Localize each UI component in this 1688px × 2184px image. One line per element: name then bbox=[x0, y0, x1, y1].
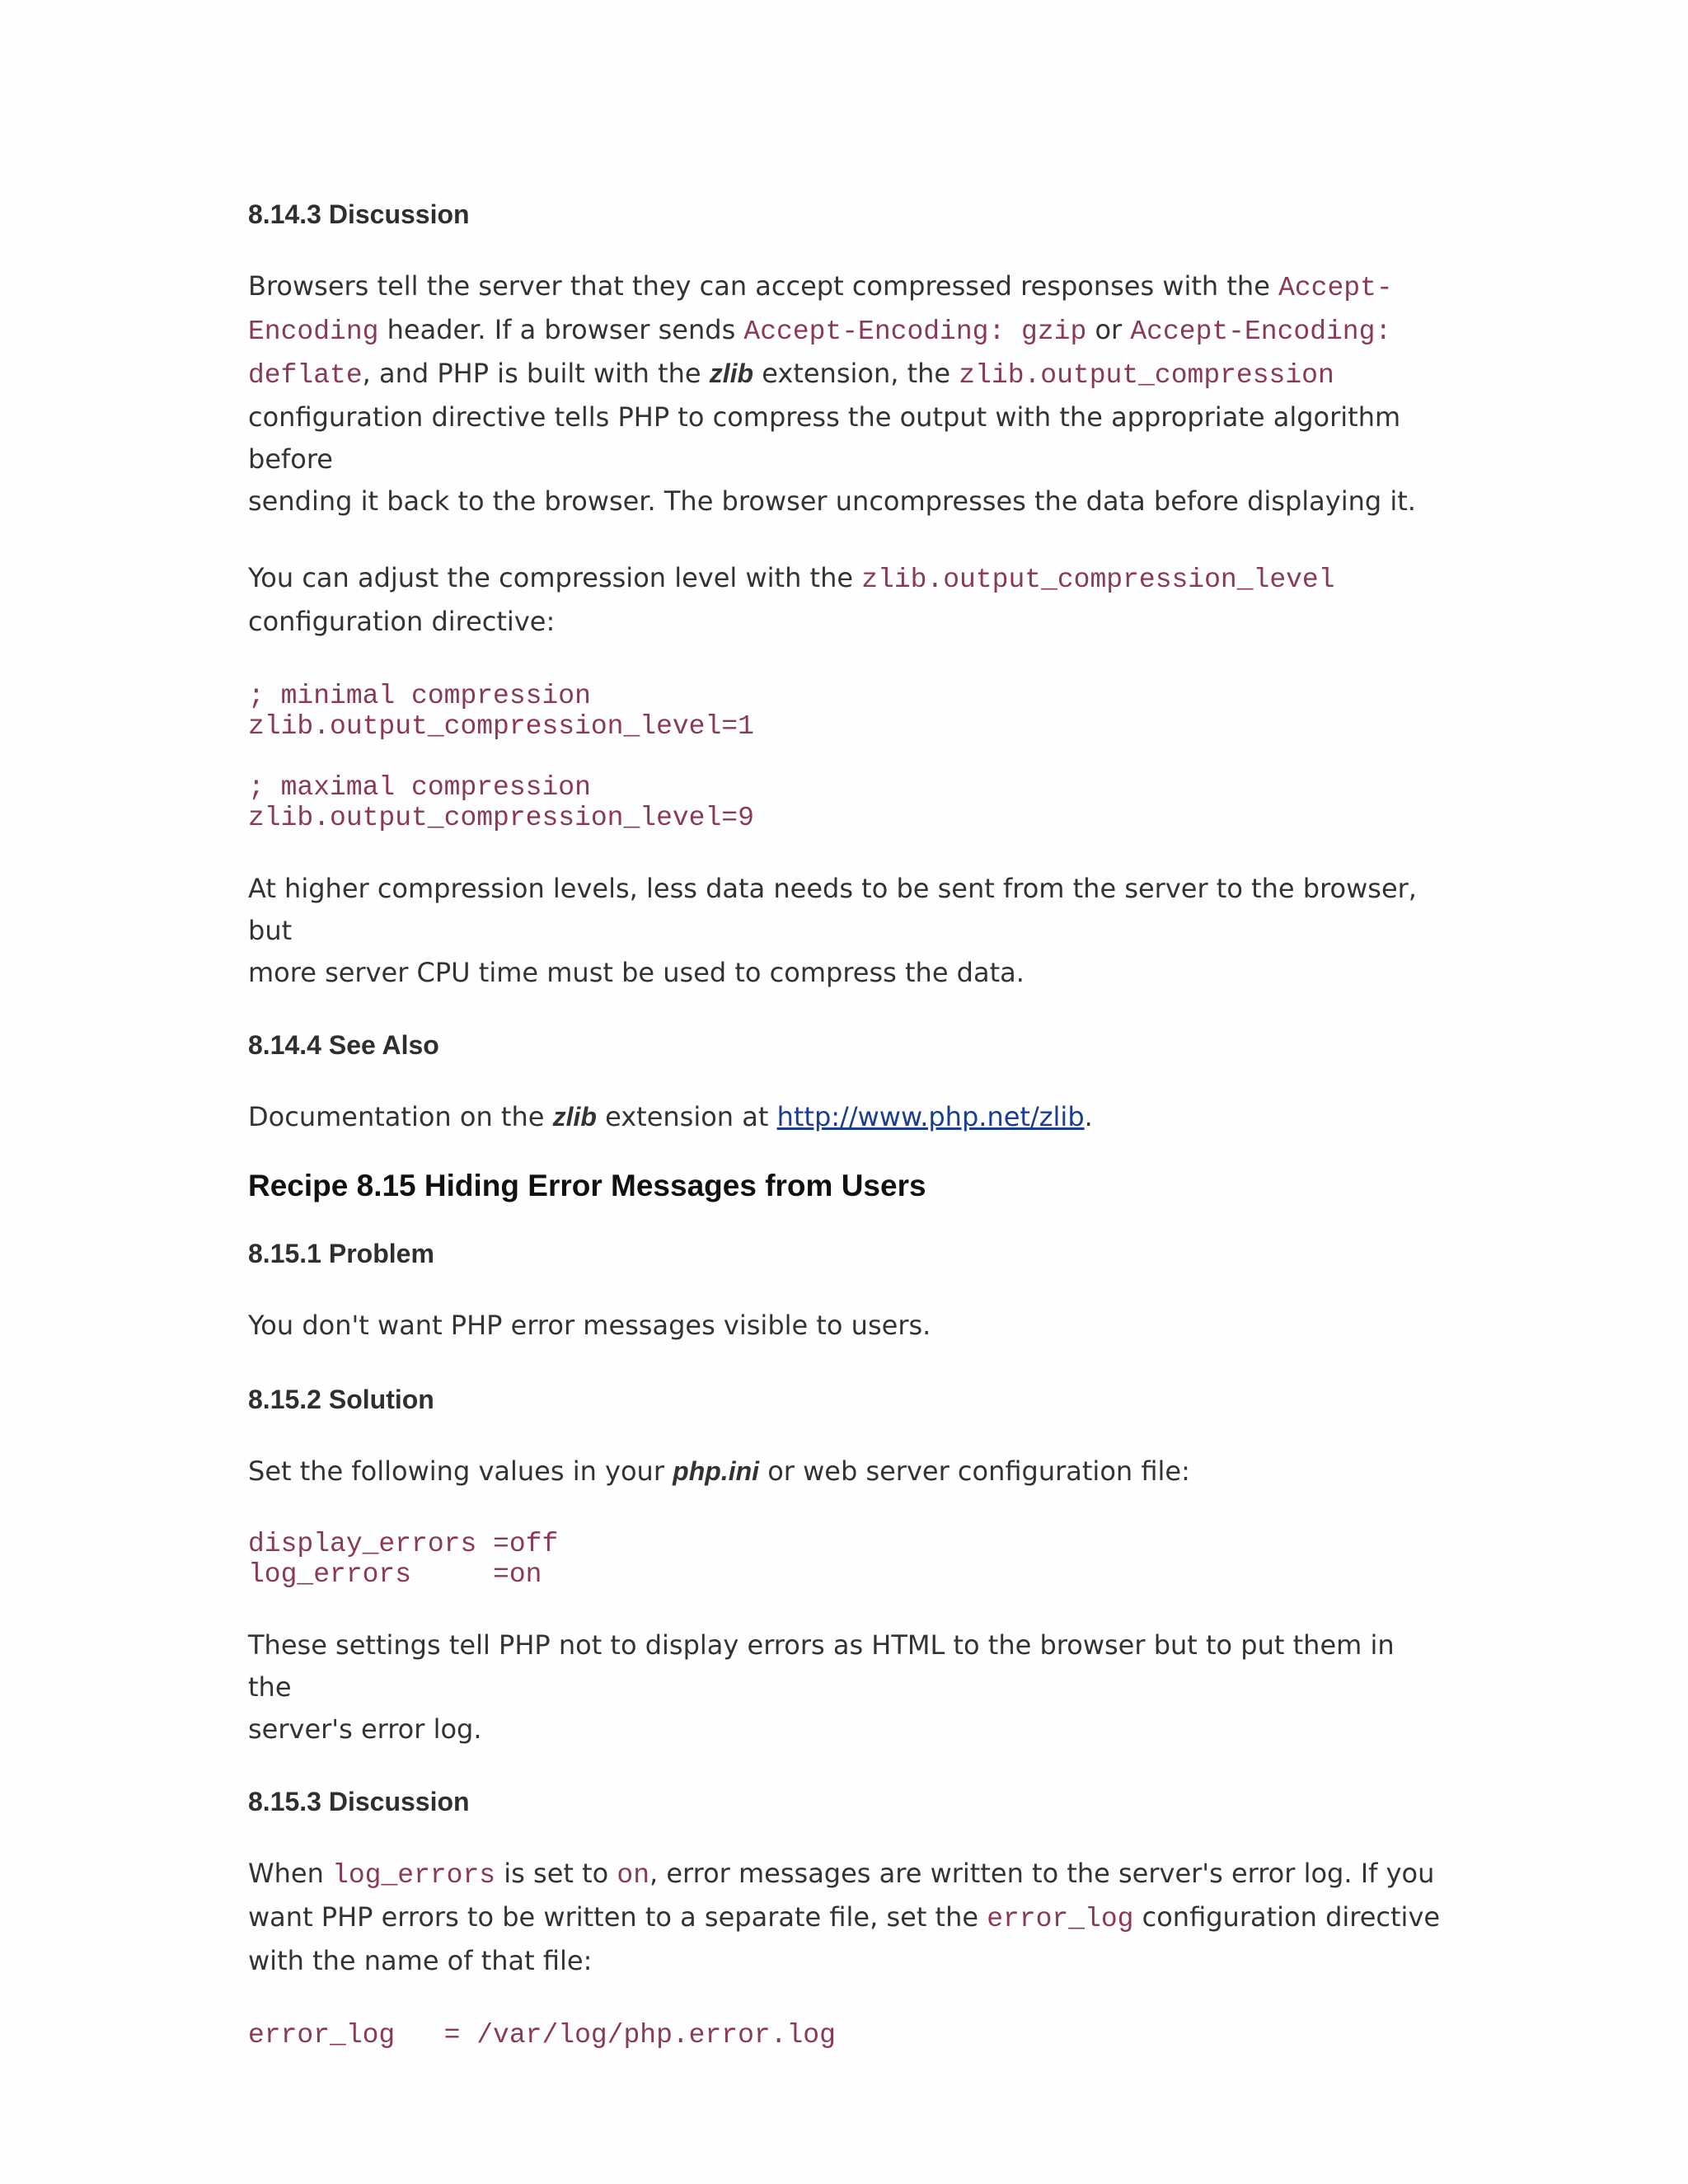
text: These settings tell PHP not to display errors as HTML to the browser but to put them in the bbox=[248, 1629, 1395, 1703]
emphasis: zlib bbox=[709, 359, 754, 388]
paragraph-compression-level bbox=[248, 557, 1443, 643]
inline-code: Accept-Encoding: gzip bbox=[743, 316, 1087, 347]
text: When bbox=[248, 1858, 333, 1889]
inline-code: Encoding bbox=[248, 316, 379, 347]
text: or bbox=[1086, 314, 1131, 345]
inline-code: deflate bbox=[248, 360, 363, 391]
code-block-error-settings bbox=[248, 1529, 1443, 1590]
page-content bbox=[248, 196, 1443, 2050]
section-heading-8-15-3: 8.15.3 Discussion bbox=[248, 1787, 470, 1816]
text: header. If a browser sends bbox=[378, 314, 744, 345]
paragraph-compression-intro bbox=[248, 265, 1443, 523]
text: with the name of that file: bbox=[248, 1945, 593, 1976]
inline-code: zlib.output_compression bbox=[959, 360, 1334, 391]
paragraph-compression-tradeoff bbox=[248, 868, 1443, 994]
text: or web server configuration file: bbox=[759, 1455, 1190, 1487]
text: sending it back to the browser. The browser uncompresses the data before displaying it. bbox=[248, 485, 1416, 517]
text: At higher compression levels, less data needs to be sent from the server to the browser, but bbox=[248, 873, 1417, 946]
code-line: error_log = /var/log/php.error.log bbox=[248, 2020, 836, 2050]
paragraph-settings-explained bbox=[248, 1624, 1443, 1750]
text: want PHP errors to be written to a separate file, set the bbox=[248, 1901, 987, 1933]
paragraph-solution bbox=[248, 1451, 1443, 1493]
inline-code: Accept-Encoding: bbox=[1130, 316, 1392, 347]
code-line: zlib.output_compression_level=9 bbox=[248, 803, 754, 833]
text: Documentation on the bbox=[248, 1101, 553, 1132]
inline-code: Accept- bbox=[1278, 273, 1393, 303]
code-line: zlib.output_compression_level=1 bbox=[248, 711, 754, 742]
text: Browsers tell the server that they can accept compressed responses with the bbox=[248, 270, 1279, 302]
text: , and PHP is built with the bbox=[362, 358, 710, 389]
emphasis: zlib bbox=[552, 1102, 597, 1132]
text: configuration directive bbox=[1133, 1901, 1441, 1933]
paragraph-problem: You don't want PHP error messages visible to users. bbox=[248, 1310, 931, 1341]
section-heading-8-15-2: 8.15.2 Solution bbox=[248, 1385, 434, 1414]
code-line: ; maximal compression bbox=[248, 772, 591, 803]
paragraph-error-log bbox=[248, 1853, 1443, 1982]
text: You can adjust the compression level with the bbox=[248, 562, 862, 593]
code-block-compression bbox=[248, 681, 1443, 833]
text: configuration directive: bbox=[248, 606, 556, 637]
section-heading-8-14-4: 8.14.4 See Also bbox=[248, 1030, 439, 1060]
text: , error messages are written to the server's error log. If you bbox=[649, 1858, 1435, 1889]
code-block-error-log bbox=[248, 2020, 1443, 2050]
section-heading-8-15-1: 8.15.1 Problem bbox=[248, 1239, 434, 1268]
text: configuration directive tells PHP to compress the output with the appropriate algorithm before bbox=[248, 401, 1401, 475]
recipe-title: Recipe 8.15 Hiding Error Messages from Users bbox=[248, 1169, 926, 1202]
text: is set to bbox=[495, 1858, 617, 1889]
text: extension at bbox=[596, 1101, 777, 1132]
text: Set the following values in your bbox=[248, 1455, 673, 1487]
code-line: log_errors =on bbox=[248, 1559, 542, 1590]
section-heading-8-14-3: 8.14.3 Discussion bbox=[248, 199, 470, 229]
text: server's error log. bbox=[248, 1713, 482, 1745]
zlib-docs-link[interactable]: http://www.php.net/zlib bbox=[776, 1101, 1085, 1132]
text: more server CPU time must be used to compress the data. bbox=[248, 957, 1025, 988]
paragraph-see-also bbox=[248, 1096, 1443, 1138]
inline-code: zlib.output_compression_level bbox=[861, 565, 1335, 595]
text: extension, the bbox=[753, 358, 959, 389]
code-line: ; minimal compression bbox=[248, 681, 591, 711]
inline-code: error_log bbox=[987, 1904, 1134, 1934]
code-line: display_errors =off bbox=[248, 1529, 559, 1559]
emphasis: php.ini bbox=[673, 1456, 760, 1486]
text: . bbox=[1084, 1101, 1093, 1132]
inline-code: log_errors bbox=[332, 1860, 496, 1891]
inline-code: on bbox=[617, 1860, 649, 1891]
